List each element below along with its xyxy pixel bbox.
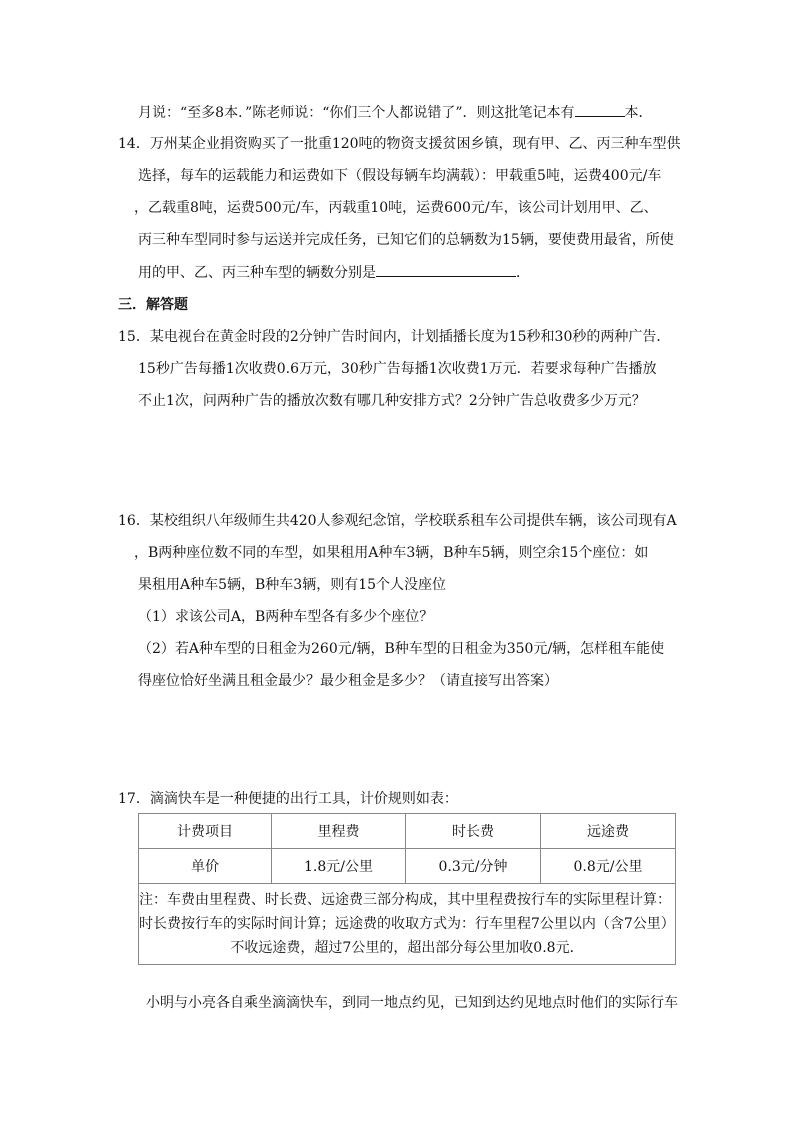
q13-tail-text: 月说：“至多8本．”陈老师说：“你们三个人都说错了”．则这批笔记本有 [138,105,575,121]
q14-line-4: 丙三种车型同时参与运送并完成任务，已知它们的总辆数为15辆，要使费用最省，所使 [138,232,674,248]
q16-sub2-line-2: 得座位恰好坐满且租金最少？最少租金是多少？（请直接写出答案） [138,673,558,689]
fare-table [138,813,676,965]
fare-note-line-3: 不收远途费，超过7公里的，超出部分每公里加收0.8元． [230,940,584,956]
fare-table-header-row [139,814,676,849]
q13-tail-line [138,102,653,123]
q13-answer-blank [575,102,625,117]
q14-line-3: ，乙载重8吨，运费500元/车，丙载重10吨，运费600元/车，该公司计划用甲、乙、 [134,200,658,216]
fare-header-cell: 时长费 [406,814,541,849]
q16-line-3: 果租用A种车5辆，B种车3辆，则有15个人没座位 [138,577,447,593]
q15-line-1: 15．某电视台在黄金时段的2分钟广告时间内，计划插播长度为15秒和30秒的两种广告． [118,329,671,345]
q16-sub2-line-1: （2）若A种车型的日租金为260元/辆，B种车型的日租金为350元/辆，怎样租车能使 [138,641,665,657]
q14-line-1: 14．万州某企业捐资购买了一批重120吨的物资支援贫困乡镇，现有甲、乙、丙三种车型供 [118,136,681,152]
q16-sub1: （1）求该公司A，B两种车型各有多少个座位？ [138,609,434,625]
fare-price-cell: 单价 [139,849,272,884]
q17-after-table: 小明与小亮各自乘坐滴滴快车，到同一地点约见，已知到达约见地点时他们的实际行车 [146,995,678,1011]
q17-intro: 17．滴滴快车是一种便捷的出行工具，计价规则如表： [118,791,458,807]
fare-price-cell: 1.8元/公里 [272,849,406,884]
q13-tail-end: 本． [624,105,653,121]
q14-last-end: ． [516,265,530,281]
q16-line-1: 16．某校组织八年级师生共420人参观纪念馆，学校联系租车公司提供车辆，该公司现有A [118,513,677,529]
fare-note-line-2: 时长费按行车的实际时间计算；远途费的收取方式为：行车里程7公里以内（含7公里） [139,916,675,932]
q14-last-text: 用的甲、乙、丙三种车型的辆数分别是 [138,265,376,281]
q14-line-5 [138,262,530,283]
fare-price-cell: 0.8元/公里 [541,849,676,884]
q14-answer-blank [376,262,516,277]
fare-table-note-row [139,884,676,965]
fare-header-cell: 里程费 [272,814,406,849]
section-title: 三．解答题 [118,297,188,313]
q15-line-3: 不止1次，问两种广告的播放次数有哪几种安排方式？2分钟广告总收费多少万元？ [138,393,646,409]
q15-line-2: 15秒广告每播1次收费0.6万元，30秒广告每播1次收费1万元．若要求每种广告播放 [138,361,657,377]
fare-table-price-row [139,849,676,884]
fare-header-cell: 远途费 [541,814,676,849]
fare-header-cell: 计费项目 [139,814,272,849]
q14-line-2: 选择，每车的运载能力和运费如下（假设每辆车均满载）：甲载重5吨，运费400元/车 [138,168,662,184]
fare-note-line-1: 注：车费由里程费、时长费、远途费三部分构成，其中里程费按行车的实际里程计算： [139,892,671,908]
fare-price-cell: 0.3元/分钟 [406,849,541,884]
q16-line-2: ，B两种座位数不同的车型，如果租用A种车3辆，B种车5辆，则空余15个座位：如 [134,545,649,561]
fare-note-cell [139,884,676,965]
